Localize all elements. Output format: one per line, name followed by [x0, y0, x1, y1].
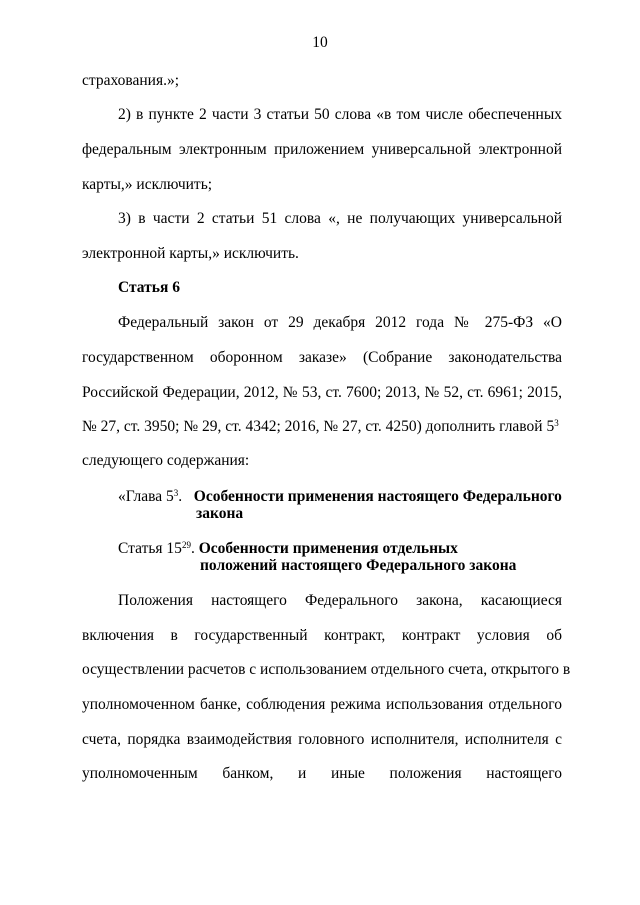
article-title: Особенности применения отдельных: [198, 540, 458, 557]
text-line: следующего содержания:: [82, 452, 250, 469]
superscript: 3: [173, 488, 179, 498]
chapter-title-cont: закона: [196, 505, 244, 522]
text-line: государственном оборонном заказе» (Собрание законодательства: [82, 349, 562, 366]
superscript: 3: [554, 418, 559, 428]
text-line: Федеральный закон от 29 декабря 2012 года № 275-ФЗ «О: [118, 314, 562, 331]
chapter-prefix: «Глава 5: [118, 488, 174, 505]
article-heading: Статья 6: [118, 279, 180, 296]
text-line: Российской Федерации, 2012, № 53, ст. 7600; 2013, № 52, ст. 6961; 2015,: [82, 384, 562, 401]
text-line: осуществлении расчетов с использованием отдельного счета, открытого в: [82, 661, 571, 678]
chapter-title: Особенности применения настоящего Федерального: [193, 488, 562, 505]
text-line: включения в государственный контракт, контракт условия об: [82, 627, 562, 644]
article-title-cont: положений настоящего Федерального закона: [200, 557, 517, 574]
text-line: 2) в пункте 2 части 3 статьи 50 слова «в том числе обеспеченных: [118, 106, 562, 123]
article-prefix: Статья 15: [118, 540, 182, 557]
superscript: 29: [181, 540, 191, 550]
text-line: федеральным электронным приложением универсальной электронной: [82, 141, 562, 158]
text-line: уполномоченном банке, соблюдения режима использования отдельного: [82, 696, 562, 713]
chapter-heading: «Глава $5^3$. Особенности применения настоящего Федерального: [118, 488, 562, 505]
text-fragment: № 27, ст. 3950; № 29, ст. 4342; 2016, № 27, ст. 4250) дополнить главой 5: [82, 418, 555, 435]
text-line: электронной карты,» исключить.: [82, 245, 299, 262]
text-line: 3) в части 2 статьи 51 слова «, не получающих универсальной: [118, 210, 562, 227]
text-line: Положения настоящего Федерального закона, касающиеся: [118, 592, 562, 609]
article-heading: Статья $15^{29}$. Особенности применения отдельных: [118, 540, 458, 557]
text-line: счета, порядка взаимодействия головного исполнителя, исполнителя с: [82, 731, 562, 748]
text-line: карты,» исключить;: [82, 176, 213, 193]
text-line: [82, 418, 562, 436]
text-line: страхования.»;: [82, 72, 180, 89]
text-line: уполномоченным банком, и иные положения настоящего: [82, 765, 562, 782]
page-number: 10: [312, 34, 328, 51]
